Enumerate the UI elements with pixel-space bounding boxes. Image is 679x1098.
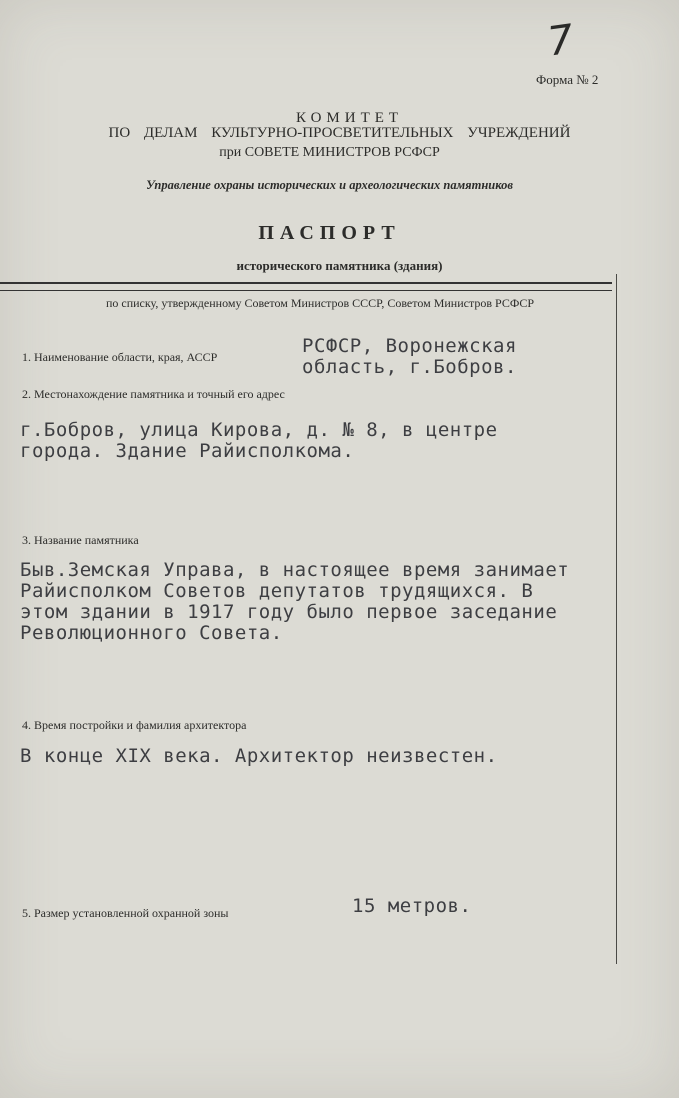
divider-top [0, 282, 612, 284]
field-value-protection-zone: 15 метров. [352, 895, 472, 917]
department-line: Управление охраны исторических и археологических памятников [146, 178, 513, 192]
field-value-construction-time: В конце XIX века. Архитектор неизвестен. [20, 745, 498, 767]
divider-bottom [0, 290, 612, 291]
document-subtitle: исторического памятника (здания) [236, 258, 443, 273]
council-line: при СОВЕТЕ МИНИСТРОВ РСФСР [219, 145, 440, 160]
field-label-monument-name: 3. Название памятника [22, 533, 139, 547]
field-label-construction-time: 4. Время постройки и фамилия архитектора [22, 718, 247, 732]
margin-line [616, 274, 617, 964]
field-label-protection-zone: 5. Размер установленной охранной зоны [22, 906, 229, 920]
committee-title: КОМИТЕТ [295, 110, 404, 126]
form-number: Форма № 2 [536, 72, 599, 87]
field-label-location: 2. Местонахождение памятника и точный его адрес [22, 387, 285, 401]
committee-subtitle: ПО ДЕЛАМ КУЛЬТУРНО-ПРОСВЕТИТЕЛЬНЫХ УЧРЕЖДЕНИЙ [108, 125, 571, 141]
field-value-monument-name: Быв.Земская Управа, в настоящее время занимает Райисполком Советов депутатов трудящихся. В этом здании в 1917 году было первое заседание Революционного Совета. [20, 559, 570, 644]
list-reference: по списку, утвержденному Советом Министров СССР, Советом Министров РСФСР [105, 296, 535, 310]
handwritten-page-number: 7 [544, 16, 577, 66]
field-value-region: РСФСР, Воронежская область, г.Бобров. [302, 335, 517, 378]
field-label-region: 1. Наименование области, края, АССР [22, 350, 218, 364]
field-value-location: г.Бобров, улица Кирова, д. № 8, в центре города. Здание Райисполкома. [20, 419, 498, 462]
document-title: ПАСПОРТ [258, 222, 401, 244]
